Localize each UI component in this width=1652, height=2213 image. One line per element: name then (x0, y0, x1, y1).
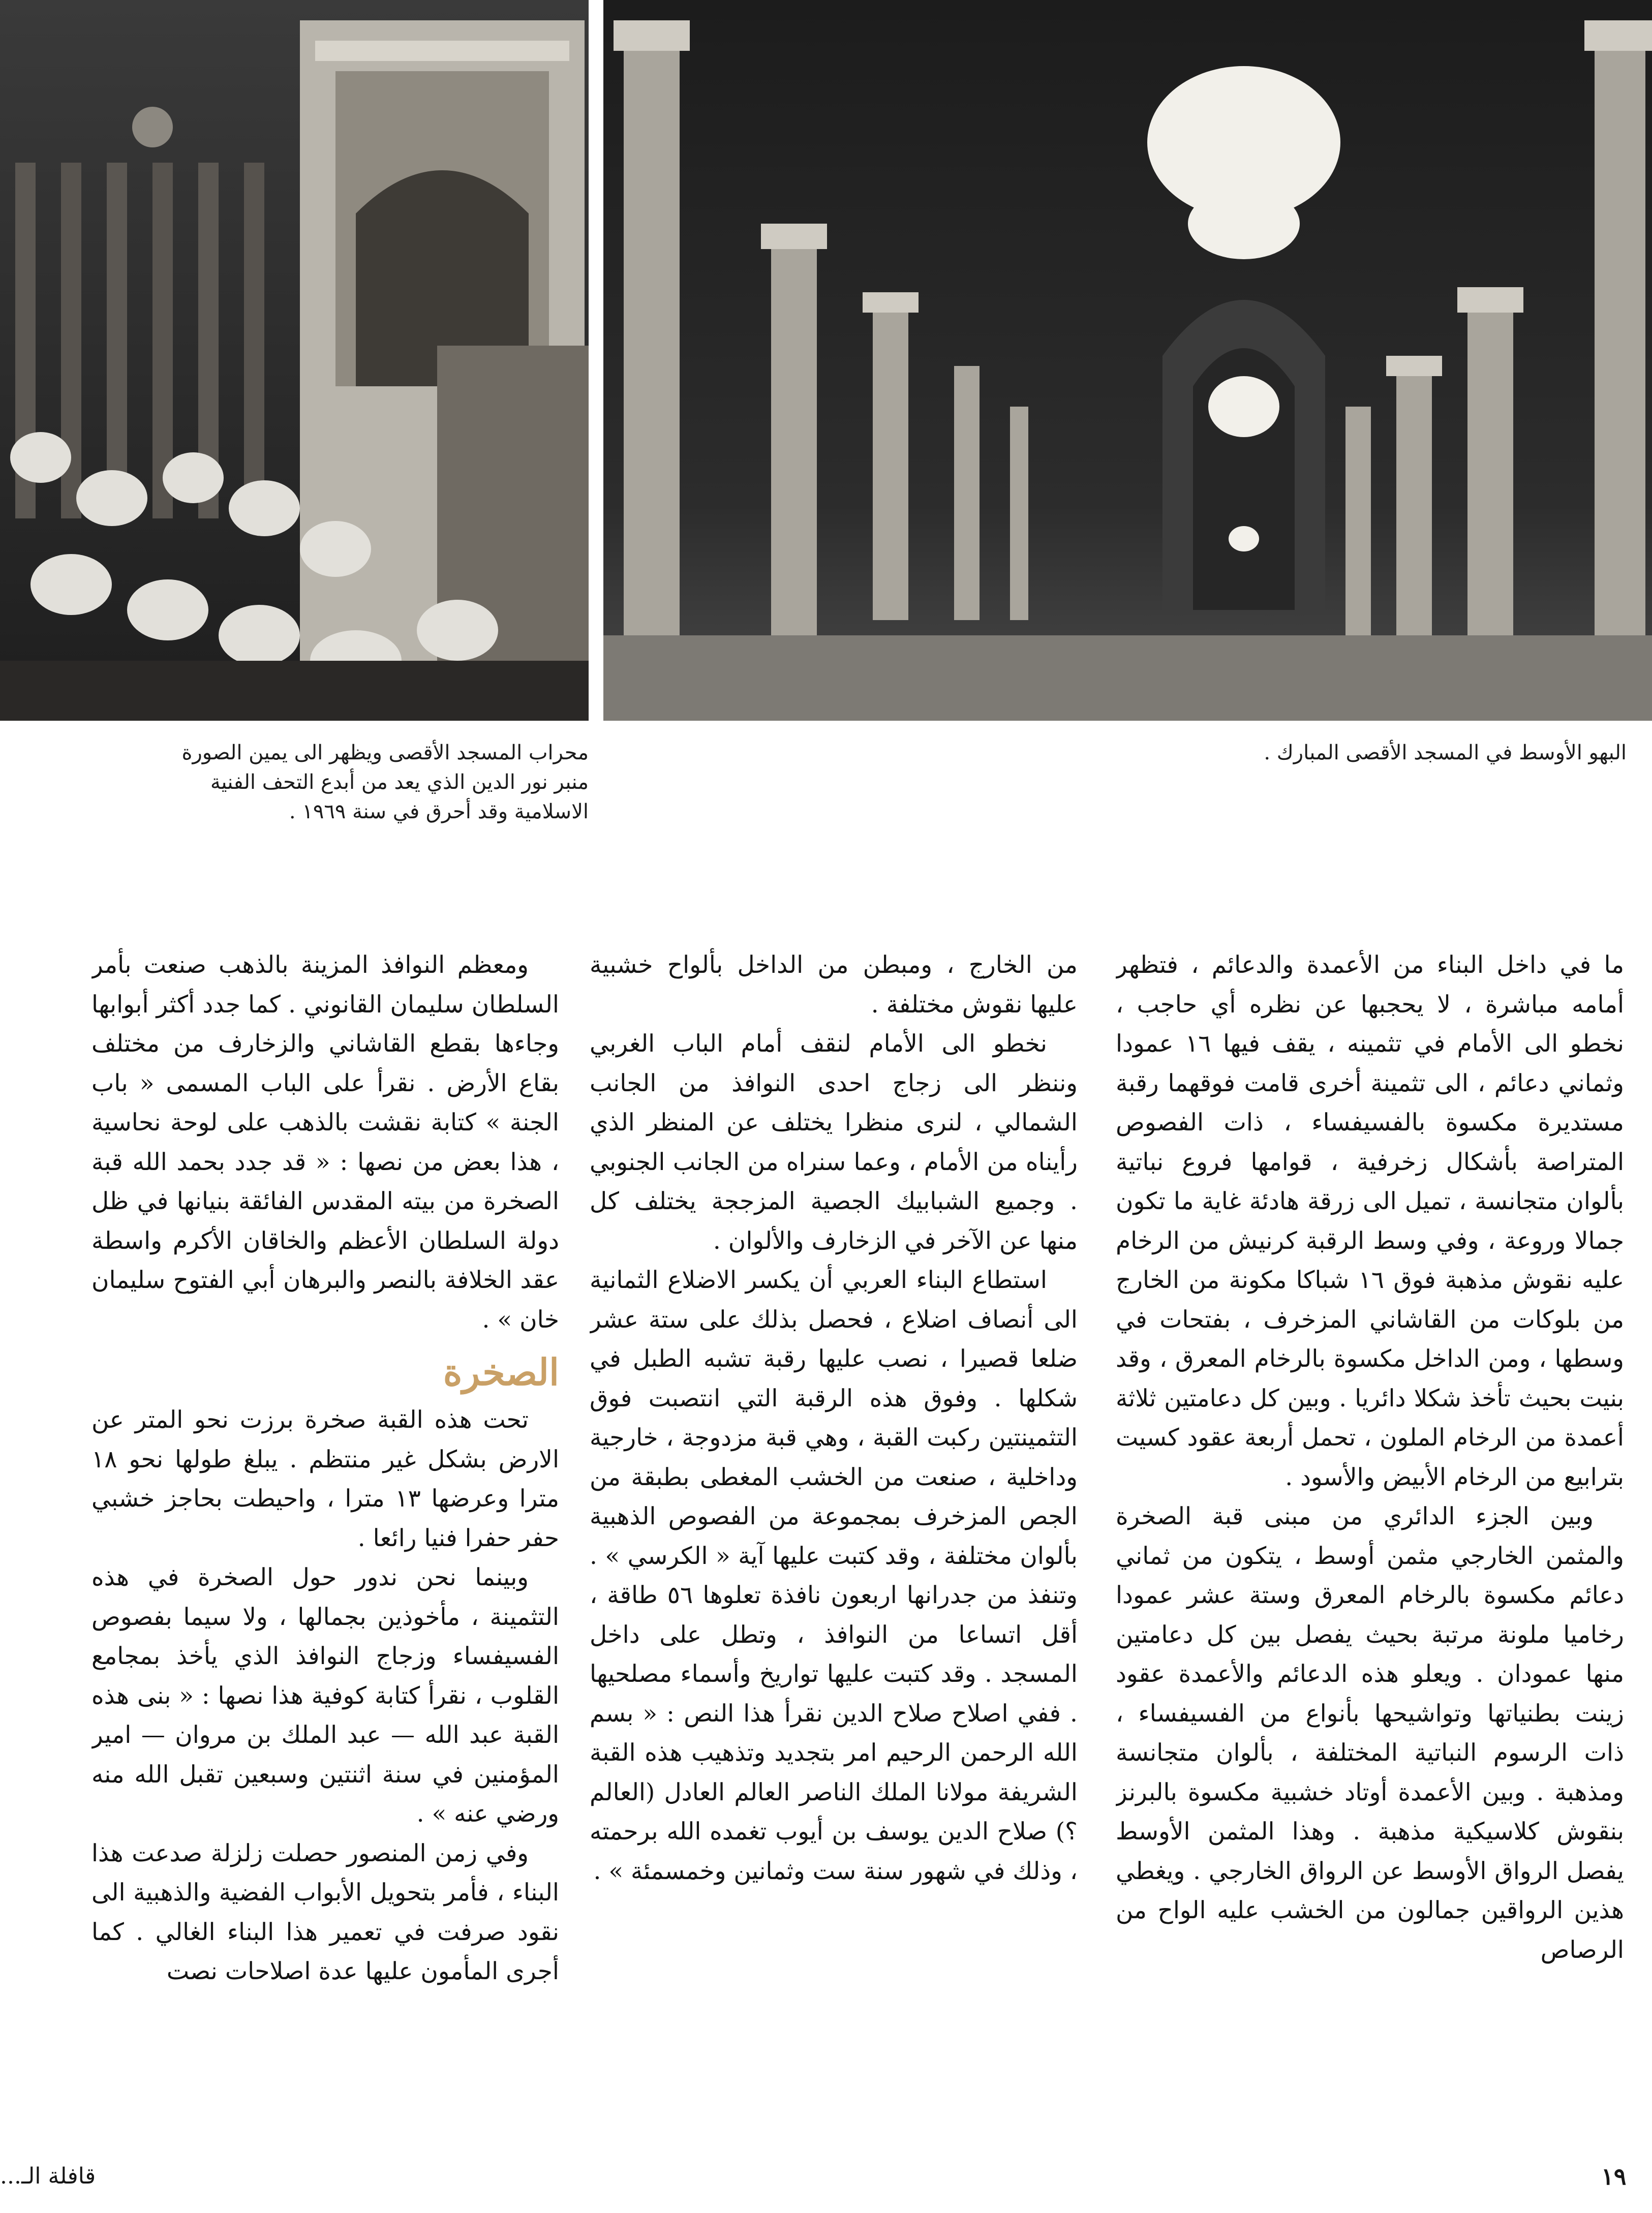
paragraph: من الخارج ، ومبطن من الداخل بألواح خشبية عليها نقوش مختلفة . (590, 951, 1078, 1019)
page-number: ١٩ (1601, 2163, 1627, 2190)
paragraph: نخطو الى الأمام لنقف أمام الباب الغربي وننظر الى زجاج احدى النوافذ من الجانب الشمالي ، لنرى منظرا يختلف عن المنظر الذي رأيناه من الأمام ، وعما سنراه من الجانب الجنوبي . وجميع الشبابيك الجصية المزججة يختلف كل منها عن الآخر في الزخارف والألوان . (590, 1030, 1078, 1255)
paragraph: ومعظم النوافذ المزينة بالذهب صنعت بأمر السلطان سليمان القانوني . كما جدد أكثر أبوابها وجاءها بقطع القاشاني والزخارف من مختلف بقاع الأرض . نقرأ على الباب المسمى « باب الجنة » كتابة نقشت بالذهب على لوحة نحاسية ، هذا بعض من نصها : « قد جدد بحمد الله قبة الصخرة من بيته المقدس الفائقة بنيانها في ظل دولة السلطان الأعظم والخاقان الأكرم واسطة عقد الخلافة بالنصر والبرهان أبي الفتوح سليمان خان » . (91, 951, 559, 1334)
right-photo-caption: البهو الأوسط في المسجد الأقصى المبارك . (1264, 741, 1627, 764)
left-photo-caption: محراب المسجد الأقصى ويظهر الى يمين الصورة منبر نور الدين الذي يعد من أبدع التحف الفنية الاسلامية وقد أحرق في سنة ١٩٦٩ . (181, 741, 589, 823)
paragraph: وبينما نحن ندور حول الصخرة في هذه التثمينة ، مأخوذين بجمالها ، ولا سيما بفصوص الفسيفساء وزجاج النوافذ الذي يأخذ بمجامع القلوب ، نقرأ كتابة كوفية هذا نصها : « بنى هذه القبة عبد الله — عبد الملك بن مروان — امير المؤمنين في سنة اثنتين وسبعين تقبل الله منه ورضي عنه » . (91, 1563, 559, 1828)
paragraph: وبين الجزء الدائري من مبنى قبة الصخرة والمثمن الخارجي مثمن أوسط ، يتكون من ثماني دعائم مكسوة بالرخام المعرق وستة عشر عمودا رخاميا ملونة مرتبة بحيث يفصل بين كل دعامتين منها عمودان . ويعلو هذه الدعائم والأعمدة عقود زينت بطنياتها وتواشيحها بأنواع من الفسيفساء ، ذات الرسوم النباتية المختلفة ، بألوان متجانسة ومذهبة . وبين الأعمدة أوتاد خشبية مكسوة بالبرنز بنقوش كلاسيكية مذهبة . وهذا المثمن الأوسط يفصل الرواق الأوسط عن الرواق الخارجي . ويغطي هذين الرواقين جمالون من الخشب عليه الواح من الرصاص (1116, 1502, 1624, 1964)
magazine-name: قافلة الـ... (0, 2163, 96, 2189)
section-heading-rock: الصخرة (443, 1350, 559, 1394)
mihrab-photo (0, 0, 589, 721)
text-column-left (91, 945, 559, 2094)
nave-photo (603, 0, 1652, 721)
paragraph: وفي زمن المنصور حصلت زلزلة صدعت هذا البناء ، فأمر بتحويل الأبواب الفضية والذهبية الى نقود صرفت في تعمير هذا البناء الغالي . كما أجرى المأمون عليها عدة اصلاحات نصت (91, 1839, 559, 1985)
text-column-middle (590, 945, 1078, 2094)
paragraph: ما في داخل البناء من الأعمدة والدعائم ، فتظهر أمامه مباشرة ، لا يحجبها عن نظره أي حاجب ، نخطو الى الأمام في تثمينه ، يقف فيها ١٦ عمودا وثماني دعائم ، الى تثمينة أخرى قامت فوقهما رقبة مستديرة مكسوة بالفسيفساء ، ذات الفصوص المتراصة بأشكال زخرفية ، قوامها فروع نباتية بألوان متجانسة ، تميل الى زرقة هادئة غاية ما تكون جمالا وروعة ، وفي وسط الرقبة كرنيش من الرخام عليه نقوش مذهبة فوق ١٦ شباكا مكونة من الخارج من بلوكات من القاشاني المزخرف ، بفتحات في وسطها ، ومن الداخل مكسوة بالرخام المعرق ، وقد بنيت بحيث تأخذ شكلا دائريا . وبين كل دعامتين ثلاثة أعمدة من الرخام الملون ، تحمل أربعة عقود كسيت بترابيع من الرخام الأبيض والأسود . (1116, 951, 1624, 1491)
text-column-right (1116, 945, 1624, 2094)
paragraph: استطاع البناء العربي أن يكسر الاضلاع الثمانية الى أنصاف اضلاع ، فحصل بذلك على ستة عشر ضلعا قصيرا ، نصب عليها رقبة تشبه الطبل في شكلها . وفوق هذه الرقبة التي انتصبت فوق التثمينتين ركبت القبة ، وهي قبة مزدوجة ، خارجية وداخلية ، صنعت من الخشب المغطى بطبقة من الجص المزخرف بمجموعة من الفصوص الذهبية بألوان مختلفة ، وقد كتبت عليها آية « الكرسي » . وتنفذ من جدرانها اربعون نافذة تعلوها ٥٦ طاقة ، أقل اتساعا من النوافذ ، وتطل على داخل المسجد . وقد كتبت عليها تواريخ وأسماء مصلحيها . ففي اصلاح صلاح الدين نقرأ هذا النص : « بسم الله الرحمن الرحيم امر بتجديد وتذهيب هذه القبة الشريفة مولانا الملك الناصر العالم العادل (العالم ؟) صلاح الدين يوسف بن أيوب تغمده الله برحمته ، وذلك في شهور سنة ست وثمانين وخمسمئة » . (590, 1266, 1078, 1885)
paragraph: تحت هذه القبة صخرة برزت نحو المتر عن الارض بشكل غير منتظم . يبلغ طولها نحو ١٨ مترا وعرضها ١٣ مترا ، واحيطت بحاجز خشبي حفر حفرا فنيا رائعا . (91, 1406, 559, 1552)
